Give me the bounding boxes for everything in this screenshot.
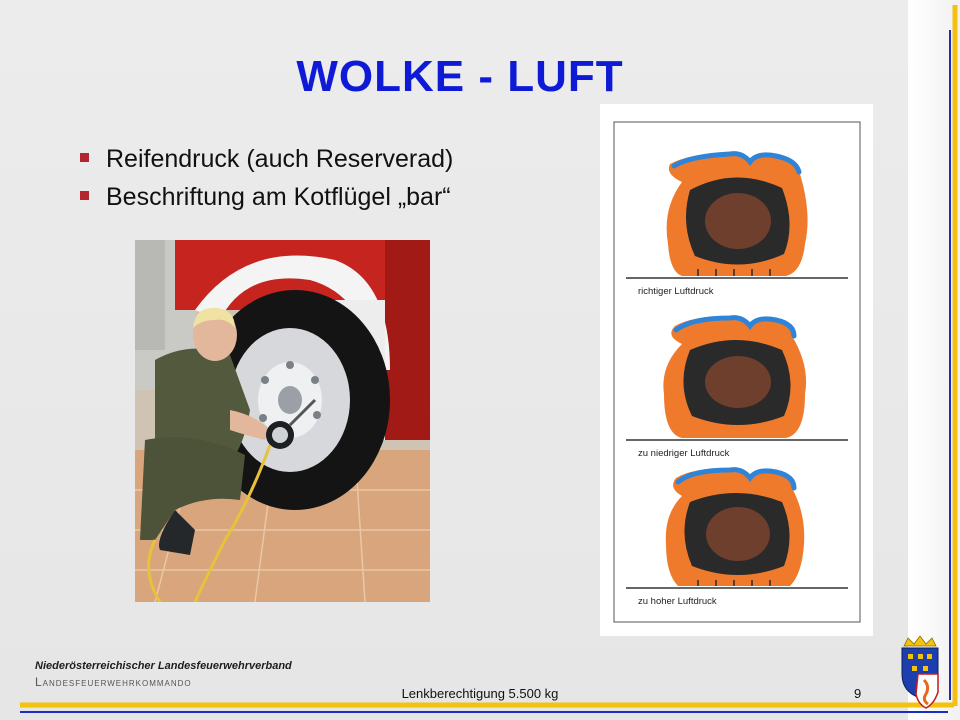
slide-title: WOLKE - LUFT xyxy=(296,52,624,101)
footer-org-sub: Landesfeuerwehrkommando xyxy=(35,675,192,689)
page-number: 9 xyxy=(854,686,862,701)
footer-org-name: Niederösterreichischer Landesfeuerwehrverband xyxy=(35,660,292,672)
bullet-text: Beschriftung am Kotflügel „bar“ xyxy=(106,183,451,211)
diagram-label: zu niedriger Luftdruck xyxy=(638,448,730,459)
diagram-label: zu hoher Luftdruck xyxy=(638,596,717,607)
coat-of-arms-icon xyxy=(896,634,944,714)
footer-title: Lenkberechtigung 5.500 kg xyxy=(401,686,559,701)
bullet-text: Reifendruck (auch Reserverad) xyxy=(106,145,454,173)
diagram-label: richtiger Luftdruck xyxy=(638,286,714,297)
